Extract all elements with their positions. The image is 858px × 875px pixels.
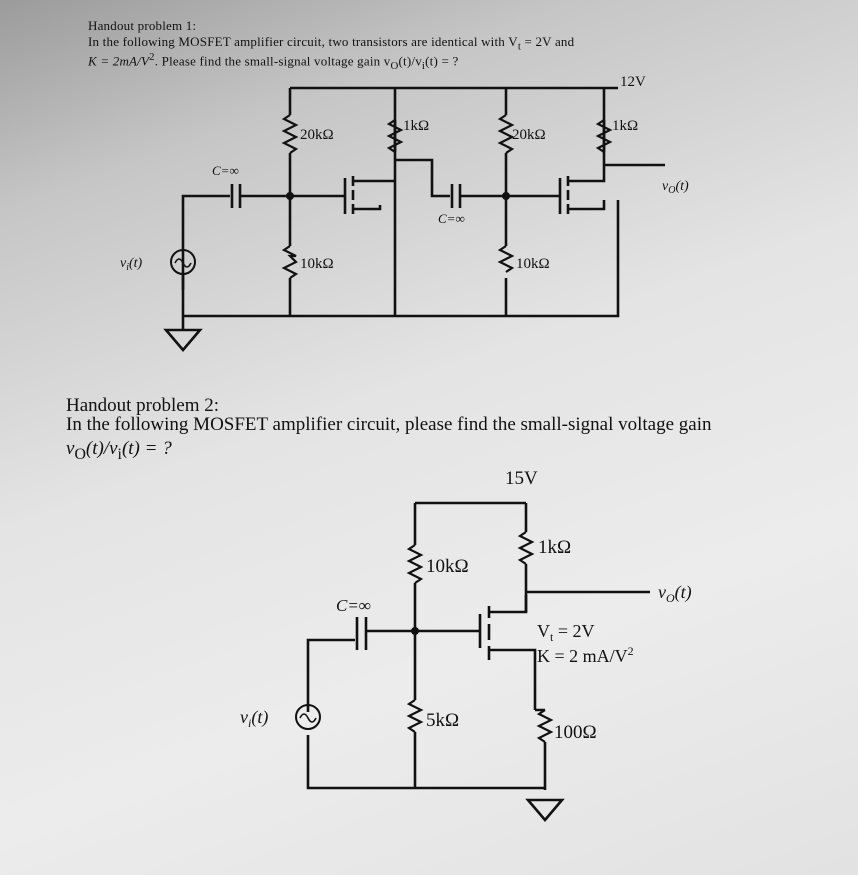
problem1-title: Handout problem 1: — [88, 18, 197, 33]
problem2-statement-line1: In the following MOSFET amplifier circuit, please find the small-signal voltage gain — [66, 414, 712, 435]
resistor-10k-p2 — [409, 545, 421, 583]
vt-label-p2: $V_t = 2V$ — [537, 621, 595, 644]
problem1-statement-line1: In the following MOSFET amplifier circuit, two transistors are identical with $V_t = 2V$ and — [88, 34, 575, 53]
c-input-label-p2: C=∞ — [336, 596, 371, 615]
r-source-label-p2: 100Ω — [554, 722, 597, 743]
problem1-statement-line2: $K = 2mA/V^2$. Please find the small-signal voltage gain $v_O(t)/v_i(t)$ = ? — [88, 51, 459, 72]
capacitor-input-p2 — [357, 617, 366, 650]
resistor-1k-p2 — [520, 532, 532, 564]
supply-label-2: 15V — [505, 468, 538, 489]
ground-symbol-2 — [528, 800, 562, 820]
r-bias-top-label-2: 20kΩ — [512, 127, 546, 143]
supply-label-1: 12V — [620, 74, 646, 90]
c-input-label-1: C=∞ — [212, 163, 239, 178]
r-bias-bottom-label-p2: 5kΩ — [426, 710, 460, 731]
r-drain-label-p2: 1kΩ — [538, 537, 572, 558]
problem2-statement-line2: $v_O(t)/v_i(t)$ = ? — [66, 438, 172, 463]
resistor-5k-p2 — [409, 700, 421, 732]
k-label-p2: K = 2 $mA/V^2$ — [537, 644, 634, 666]
source-label-2: $v_i(t)$ — [240, 707, 269, 730]
r-bias-top-label-p2: 10kΩ — [426, 556, 469, 577]
mosfet-p2 — [480, 606, 489, 660]
r-bias-bottom-label-2: 10kΩ — [516, 256, 550, 272]
r-bias-top-label-1: 20kΩ — [300, 127, 334, 143]
output-label-1: $v_O(t)$ — [662, 179, 689, 196]
output-label-2: $v_O(t)$ — [658, 582, 692, 605]
problem2-title: Handout problem 2: — [66, 395, 220, 416]
r-drain-label-2: 1kΩ — [612, 118, 639, 134]
c-coupling-label-1: C=∞ — [438, 211, 465, 226]
source-label-1: $v_i(t)$ — [120, 256, 143, 273]
r-drain-label-1: 1kΩ — [403, 118, 430, 134]
ground-rail-2 — [308, 735, 545, 788]
resistor-100-p2 — [539, 710, 551, 742]
r-bias-bottom-label-1: 10kΩ — [300, 256, 334, 272]
